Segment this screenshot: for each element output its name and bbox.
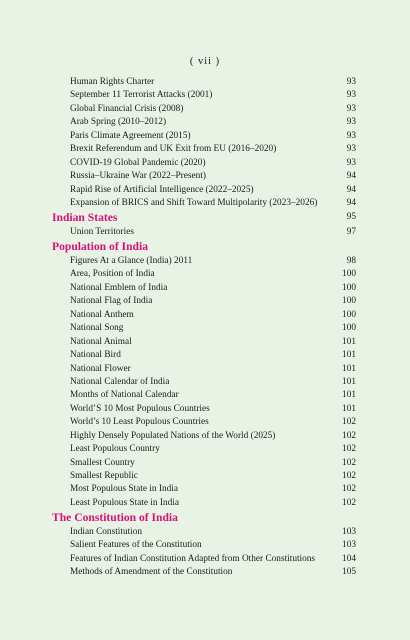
table-of-contents — [0, 76, 410, 580]
toc-entry-page: 101 — [342, 376, 356, 387]
toc-entry-page: 94 — [346, 171, 356, 182]
toc-entry[interactable] — [0, 197, 410, 210]
toc-entry-label: Features of Indian Constitution Adapted from Other Constitutions — [70, 553, 316, 564]
toc-entry-page: 93 — [346, 117, 356, 128]
toc-entry-page: 101 — [342, 336, 356, 347]
section-title: Indian States — [52, 211, 118, 225]
toc-entry-page: 102 — [342, 430, 356, 441]
toc-entry[interactable] — [0, 497, 410, 510]
toc-entry-page: 103 — [342, 540, 356, 551]
toc-entry-page: 94 — [346, 184, 356, 195]
toc-entry-page: 101 — [342, 403, 356, 414]
toc-entry-page: 100 — [342, 323, 356, 334]
toc-entry-label: Arab Spring (2010–2012) — [70, 117, 167, 128]
toc-entry-page: 101 — [342, 390, 356, 401]
toc-entry[interactable] — [0, 103, 410, 116]
toc-entry[interactable] — [0, 526, 410, 539]
toc-entry-label: Least Populous State in India — [70, 497, 179, 508]
toc-entry-page: 97 — [346, 226, 356, 237]
toc-entry-label: Indian Constitution — [70, 526, 143, 537]
toc-entry[interactable] — [0, 282, 410, 295]
toc-entry[interactable] — [0, 268, 410, 281]
toc-entry-label: National Anthem — [70, 309, 134, 320]
toc-entry-label: National Calendar of India — [70, 376, 170, 387]
toc-entry-label: Global Financial Crisis (2008) — [70, 103, 184, 114]
section-heading[interactable] — [0, 510, 410, 526]
toc-entry-label: National Animal — [70, 336, 132, 347]
toc-entry-label: Brexit Referendum and UK Exit from EU (2016–2020) — [70, 144, 277, 155]
toc-entry-page: 104 — [342, 553, 356, 564]
toc-entry-page: 93 — [346, 157, 356, 168]
toc-entry-page: 100 — [342, 269, 356, 280]
toc-entry[interactable] — [0, 226, 410, 239]
toc-entry[interactable] — [0, 566, 410, 579]
toc-entry-label: Paris Climate Agreement (2015) — [70, 130, 191, 141]
toc-entry-label: Methods of Amendment of the Constitution — [70, 567, 233, 578]
toc-entry[interactable] — [0, 430, 410, 443]
toc-entry[interactable] — [0, 89, 410, 102]
toc-entry-page: 101 — [342, 363, 356, 374]
toc-entry[interactable] — [0, 116, 410, 129]
toc-entry[interactable] — [0, 322, 410, 335]
toc-entry[interactable] — [0, 170, 410, 183]
toc-entry-page: 102 — [342, 444, 356, 455]
toc-entry[interactable] — [0, 443, 410, 456]
section-title: Population of India — [52, 240, 148, 254]
toc-entry-page: 105 — [342, 567, 356, 578]
toc-entry[interactable] — [0, 416, 410, 429]
toc-entry[interactable] — [0, 336, 410, 349]
toc-entry[interactable] — [0, 130, 410, 143]
toc-entry[interactable] — [0, 157, 410, 170]
toc-entry[interactable] — [0, 255, 410, 268]
toc-entry[interactable] — [0, 389, 410, 402]
toc-entry[interactable] — [0, 376, 410, 389]
toc-entry-page: 100 — [342, 282, 356, 293]
toc-entry-label: Highly Densely Populated Nations of the World (2025) — [70, 430, 276, 441]
toc-entry-label: National Song — [70, 323, 124, 334]
toc-entry[interactable] — [0, 553, 410, 566]
toc-entry[interactable] — [0, 457, 410, 470]
section-heading[interactable] — [0, 239, 410, 255]
toc-entry-label: World’s 10 Least Populous Countries — [70, 417, 209, 428]
toc-entry[interactable] — [0, 184, 410, 197]
toc-entry[interactable] — [0, 295, 410, 308]
toc-entry-label: National Emblem of India — [70, 282, 168, 293]
toc-entry[interactable] — [0, 143, 410, 156]
page-number: ( vii ) — [189, 56, 221, 67]
toc-entry-page: 93 — [346, 144, 356, 155]
toc-entry[interactable] — [0, 363, 410, 376]
toc-entry-label: National Bird — [70, 350, 121, 361]
toc-entry-label: National Flag of India — [70, 296, 153, 307]
toc-entry-label: Salient Features of the Constitution — [70, 540, 202, 551]
toc-entry-label: Union Territories — [70, 226, 134, 237]
toc-entry-label: Rapid Rise of Artificial Intelligence (2022–2025) — [70, 184, 254, 195]
toc-entry[interactable] — [0, 470, 410, 483]
toc-entry-page: 103 — [342, 526, 356, 537]
toc-entry-page: 102 — [342, 417, 356, 428]
toc-entry-label: COVID-19 Global Pandemic (2020) — [70, 157, 206, 168]
toc-entry-page: 98 — [346, 256, 356, 266]
toc-entry-page: 93 — [346, 130, 356, 141]
toc-entry-page: 100 — [342, 296, 356, 307]
toc-entry-label: Least Populous Country — [70, 444, 160, 455]
toc-entry[interactable] — [0, 539, 410, 552]
toc-entry-page: 102 — [342, 471, 356, 481]
toc-entry[interactable] — [0, 349, 410, 362]
toc-entry-label: Human Rights Charter — [70, 77, 155, 87]
toc-entry-label: Russia–Ukraine War (2022–Present) — [70, 171, 206, 182]
toc-entry-label: September 11 Terrorist Attacks (2001) — [70, 90, 213, 101]
toc-entry[interactable] — [0, 483, 410, 496]
toc-entry-page: 93 — [346, 103, 356, 114]
toc-entry-page: 102 — [342, 497, 356, 508]
toc-entry-label: National Flower — [70, 363, 131, 374]
toc-entry-page: 102 — [342, 457, 356, 468]
toc-entry-label: World’S 10 Most Populous Countries — [70, 403, 210, 414]
toc-entry-label: Most Populous State in India — [70, 484, 178, 495]
toc-entry[interactable] — [0, 403, 410, 416]
toc-entry-page: 102 — [342, 484, 356, 495]
toc-entry-label: Months of National Calendar — [70, 390, 179, 401]
toc-entry-page: 93 — [346, 77, 356, 87]
toc-entry[interactable] — [0, 309, 410, 322]
section-title: The Constitution of India — [52, 511, 178, 525]
section-heading[interactable] — [0, 210, 410, 226]
toc-entry[interactable] — [0, 76, 410, 89]
toc-entry-page: 94 — [346, 197, 356, 208]
toc-entry-page: 93 — [346, 90, 356, 101]
toc-entry-label: Smallest Republic — [70, 471, 138, 481]
toc-entry-label: Area, Position of India — [70, 269, 155, 280]
toc-entry-page: 101 — [342, 350, 356, 361]
toc-entry-label: Figures At a Glance (India) 2011 — [70, 256, 193, 266]
toc-entry-label: Expansion of BRICS and Shift Toward Multipolarity (2023–2026) — [70, 197, 318, 208]
toc-entry-page: 100 — [342, 309, 356, 320]
toc-entry-label: Smallest Country — [70, 457, 135, 468]
section-page-number: 95 — [346, 212, 356, 223]
